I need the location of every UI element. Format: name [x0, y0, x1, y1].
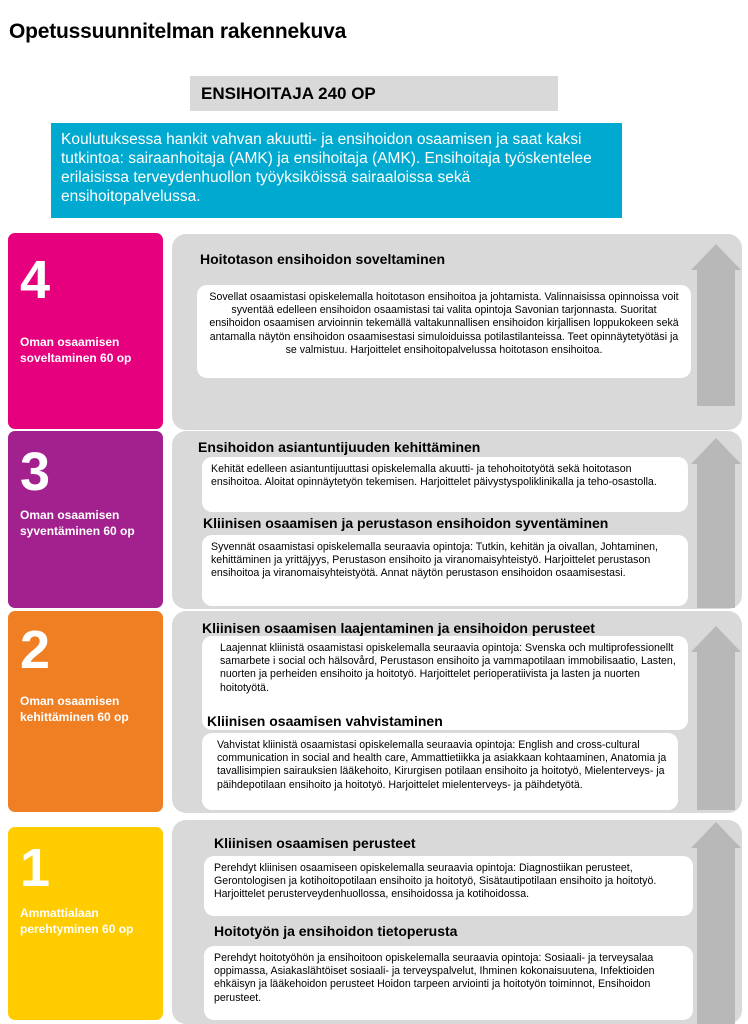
section-heading: Ensihoidon asiantuntijuuden kehittäminen: [198, 439, 481, 455]
section-heading: Kliinisen osaamisen laajentaminen ja ensihoidon perusteet: [202, 620, 595, 636]
section-text: Syvennät osaamistasi opiskelemalla seuraavia opintoja: Tutkin, kehitän ja oivallan, Johtaminen, kehittäminen ja yrittäjyys, Perustason ensihoito ja viranomaisyhteistyö. Harjoittelet perustason ensihoitoa ja viranomaisyhteistyötä. Annat näytön perustason ensihoidon osaamisestasi.: [202, 535, 688, 606]
section-heading: Kliinisen osaamisen perusteet: [214, 835, 416, 851]
section-heading: Hoitotason ensihoidon soveltaminen: [200, 251, 446, 267]
level-number: 3: [20, 442, 51, 502]
section-text: Perehdyt hoitotyöhön ja ensihoitoon opiskelemalla seuraavia opintoja: Sosiaali- ja terveysalaa oppimassa, Asiakaslähtöiset sosiaali- ja terveyspalvelut, Ihminen kokonaisuutena, Infektioiden ehkäisyn ja lääkehoidon perusteet Hoidon tarpeen arviointi ja hoitotyön toiminnot, Ensihoidon perusteet.: [204, 946, 693, 1020]
up-arrow-icon: [697, 464, 735, 608]
section-text: Sovellat osaamistasi opiskelemalla hoitotason ensihoitoa ja johtamista. Valinnaisissa opinnoissa voit syventää edelleen ensihoidon osaamistasi tai valita opintoja Savonian tarjonnasta. Suoritat ensihoidon osaamisen arvioinnin tekemällä valtakunnallisen ensihoidon kirjallisen loppukokeen sekä antamalla näytön ensihoidon osaamisestasi simuloiduissa potilastilanteissa. Teet opinnäytetyötäsi ja se valmistuu. Harjoittelet ensihoitopalvelussa hoitotason ensihoitoa.: [197, 285, 691, 378]
level-2-block: [8, 611, 163, 812]
programme-title: ENSIHOITAJA 240 OP: [190, 76, 558, 111]
up-arrow-icon: [697, 848, 735, 1024]
level-number: 2: [20, 620, 51, 680]
section-heading: Kliinisen osaamisen ja perustason ensihoidon syventäminen: [203, 515, 609, 531]
level-label: Oman osaamisen syventäminen 60 op: [20, 508, 135, 538]
section-text: Perehdyt kliinisen osaamiseen opiskelemalla seuraavia opintoja: Diagnostiikan perusteet, Gerontologisen ja kotihoitopotilaan ensihoito ja hoitotyö, Sisätautipotilaan ensihoito ja hoitotyö. Harjoittelet perusterveydenhuollossa, ensihoidossa ja kotihoidossa.: [204, 856, 693, 916]
level-3-block: [8, 431, 163, 608]
intro-text: Koulutuksessa hankit vahvan akuutti- ja ensihoidon osaamisen ja saat kaksi tutkintoa: sairaanhoitaja (AMK) ja ensihoitaja (AMK). Ensihoitaja työskentelee erilaisissa terveydenhuollon työyksiköissä sairaaloissa sekä ensihoitopalvelussa.: [51, 123, 622, 218]
up-arrow-icon: [697, 652, 735, 810]
level-4-block: [8, 233, 163, 429]
section-text: Laajennat kliinistä osaamistasi opiskelemalla seuraavia opintoja: Svenska och multiprofessionellt samarbete i social och hälsovård, Perustason ensihoito ja vammapotilaan immobilisaatio, Lasten, nuorten ja perheiden ensihoito ja hoitotyö. Harjoittelet perioperatiivista ja lasten ja nuorten hoitotyötä.: [202, 636, 688, 730]
level-1-block: [8, 827, 163, 1020]
section-heading: Kliinisen osaamisen vahvistaminen: [207, 713, 443, 729]
page-title: Opetussuunnitelman rakennekuva: [9, 20, 347, 43]
level-number: 1: [20, 838, 51, 898]
section-text: Kehität edelleen asiantuntijuuttasi opiskelemalla akuutti- ja tehohoitotyötä sekä hoitotason ensihoitoa. Aloitat opinnäytetyön tekemisen. Harjoittelet päivystyspoliklinikalla ja teho-osastolla.: [202, 457, 688, 512]
level-label: Oman osaamisen kehittäminen 60 op: [20, 694, 129, 724]
section-heading: Hoitotyön ja ensihoidon tietoperusta: [214, 923, 458, 939]
level-label: Oman osaamisen soveltaminen 60 op: [20, 335, 132, 365]
level-label: Ammattialaan perehtyminen 60 op: [20, 906, 134, 936]
up-arrow-icon: [697, 270, 735, 406]
section-text: Vahvistat kliinistä osaamistasi opiskelemalla seuraavia opintoja: English and cross-cultural communication in social and health care, Ammattietiikka ja asiakkaan kohtaaminen, Anatomia ja tavallisimpien sairauksien lääkehoito, Kirurgisen potilaan ensihoito ja hoitotyö, Mielenterveys- ja päihdepotilaan ensihoito ja hoitotyö. Harjoittelet mielenterveys- ja päihdetyötä.: [202, 733, 678, 810]
level-number: 4: [20, 250, 51, 310]
